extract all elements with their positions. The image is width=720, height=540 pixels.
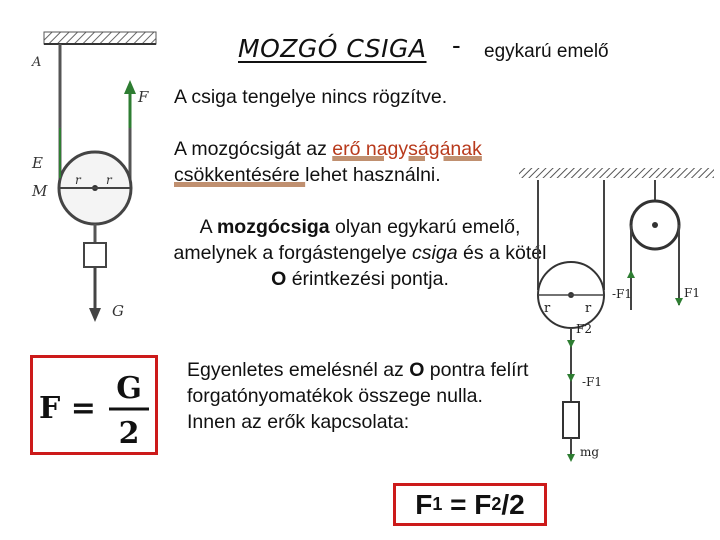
left-pulley-diagram: [30, 28, 170, 328]
label-g: G: [112, 302, 124, 320]
purpose-part1: A mozgócsigát az: [174, 138, 333, 160]
label-f: F: [138, 88, 149, 106]
label-a: A: [32, 55, 42, 70]
text-definition: [170, 214, 550, 292]
def-p1: A: [199, 216, 217, 238]
result-f1: F: [415, 488, 433, 520]
r-label-f2: F2: [576, 322, 592, 336]
r-label-r1: r: [544, 301, 551, 316]
def-italic: csiga: [412, 242, 458, 264]
r-label-r2: r: [585, 301, 592, 316]
purpose-part2: lehet használni.: [305, 164, 441, 186]
purpose-highlight-2: csökkentésére: [174, 164, 306, 186]
def-p2: olyan egykarú emelő, amelynek a forgástengelye: [173, 216, 521, 264]
text-purpose: [174, 136, 574, 188]
right-pulley-diagram: [530, 180, 720, 470]
formula-numerator: G: [116, 371, 142, 406]
result-sub1: 1: [432, 494, 443, 514]
result-end: /2: [501, 488, 525, 520]
formula-denominator: 2: [118, 416, 140, 451]
text-axis-not-fixed: A csiga tengelye nincs rögzítve.: [174, 86, 448, 108]
eq-p1: Egyenletes emelésnél az: [187, 359, 410, 381]
title-dash: -: [452, 30, 461, 60]
def-p4: érintkezési pontja.: [286, 268, 449, 290]
label-r2: r: [106, 173, 112, 187]
r-label-minus-f1-top: -F1: [612, 287, 633, 301]
formula-f-equals-g-over-2: [33, 358, 155, 452]
right-ceiling-hatch: [519, 166, 714, 180]
r-label-mg: mg: [580, 445, 600, 459]
r-label-f1: F1: [684, 286, 700, 300]
formula-lhs: F =: [39, 391, 96, 426]
text-equilibrium: [187, 357, 547, 435]
eq-bold-o: O: [409, 359, 425, 381]
def-p3: és a kötél: [457, 242, 547, 264]
result-mid: = F: [442, 488, 492, 520]
def-bold: mozgócsiga: [216, 216, 330, 238]
load-box: [84, 243, 106, 267]
label-r1: r: [75, 173, 81, 187]
purpose-highlight-1: erő nagyságának: [332, 138, 482, 160]
formula-box: [30, 355, 158, 455]
label-m: M: [32, 182, 48, 200]
result-formula-box: [393, 483, 547, 526]
right-load: [563, 402, 579, 438]
eq-p2: pontra felírt forgatónyomatékok összege nulla.: [187, 359, 529, 407]
def-bold-o: O: [271, 268, 287, 290]
arrow-down-gray: [89, 308, 101, 322]
label-e: E: [32, 154, 43, 172]
arrow-up-green: [124, 80, 136, 94]
slide-title: MOZGÓ CSIGA: [238, 34, 427, 63]
eq-p3: Innen az erők kapcsolata:: [187, 411, 410, 433]
result-sub2: 2: [491, 494, 502, 514]
ceiling-hatch: [44, 32, 156, 44]
slide-subtitle: egykarú emelő: [484, 41, 609, 62]
r-label-minus-f1-bottom: -F1: [582, 375, 603, 389]
